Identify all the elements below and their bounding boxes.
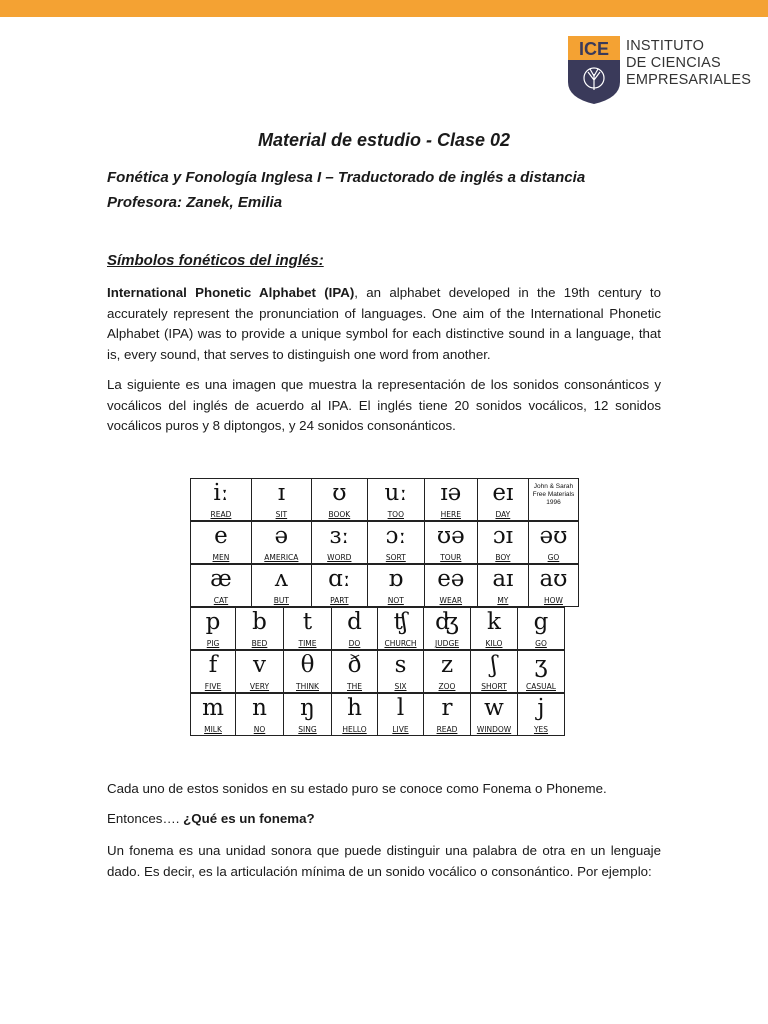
ipa-example-word: READ [210, 510, 232, 519]
ipa-example-word: GO [547, 553, 560, 562]
ipa-example-word: SHORT [481, 682, 507, 691]
ipa-vowel-row [190, 478, 578, 521]
ipa-definition: , an alphabet developed in the 19th century to accurately represent the pronunciation of languages. One aim of the International Phonetic Alphabet (IPA) was to provide a unique symbol for each distinctive sound in a language, that is, every sound, that serves to distinguish one word from another. [107, 285, 661, 362]
ipa-cell [311, 478, 368, 521]
ipa-symbol: z [440, 652, 454, 678]
ipa-cell [367, 521, 425, 564]
ipa-cell [311, 521, 368, 564]
ipa-cell [470, 693, 518, 736]
ipa-symbol: l [396, 695, 405, 721]
ipa-cell [477, 564, 529, 607]
paragraph-phoneme-note: Cada uno de estos sonidos en su estado puro se conoce como Fonema o Phoneme. [107, 781, 607, 796]
ipa-cell [424, 521, 478, 564]
ipa-cell [251, 521, 312, 564]
ipa-symbol: uː [384, 480, 408, 506]
teacher-line: Profesora: Zanek, Emilia [107, 194, 283, 211]
ipa-cell [377, 693, 424, 736]
ipa-symbol: ɔː [385, 523, 407, 549]
ipa-cell [424, 564, 478, 607]
ipa-symbol: j [537, 695, 545, 721]
ipa-cell [251, 478, 312, 521]
ipa-symbol: k [487, 609, 501, 635]
ipa-example-word: TOO [387, 510, 404, 519]
ipa-example-word: TIME [298, 639, 317, 648]
ipa-example-word: HOW [543, 596, 563, 605]
ipa-symbol: ð [347, 652, 362, 678]
ipa-example-word: MEN [212, 553, 230, 562]
ipa-symbol: eə [437, 566, 465, 592]
paragraph-ipa-image-description: La siguiente es una imagen que muestra la representación de los sonidos consonánticos y vocálicos del inglés de acuerdo al IPA. El inglés tiene 20 sonidos vocálicos, 12 sonidos vocálicos puros y 8 diptongos, y 24 sonidos consonánticos. [107, 377, 661, 433]
ice-logo [568, 36, 752, 106]
ipa-chart-image [190, 478, 578, 738]
ipa-cell [235, 650, 284, 693]
ipa-symbol: ʃ [490, 652, 498, 678]
ipa-example-word: KILO [485, 639, 503, 648]
ipa-example-word: NO [253, 725, 266, 734]
ipa-cell [331, 650, 378, 693]
ipa-example-word: AMERICA [264, 553, 299, 562]
paragraph-ipa-intro [107, 283, 661, 365]
ipa-cell [283, 693, 332, 736]
ipa-cell [424, 478, 478, 521]
ipa-cell [190, 521, 252, 564]
ice-logo-letters: ICE [578, 39, 610, 59]
ipa-cell [377, 650, 424, 693]
ipa-cell [190, 478, 252, 521]
ipa-example-word: WINDOW [476, 725, 512, 734]
ipa-example-word: JUDGE [434, 639, 460, 648]
ipa-cell [367, 478, 425, 521]
ipa-symbol: iː [213, 480, 229, 506]
ipa-symbol: ɜː [329, 523, 350, 549]
ipa-cell [423, 650, 471, 693]
ipa-symbol: p [205, 609, 221, 635]
ipa-cell [190, 693, 236, 736]
ipa-credit: John & Sarah Free Materials 1996 [532, 483, 575, 506]
ipa-example-word: BOY [495, 553, 511, 562]
ipa-example-word: READ [436, 725, 458, 734]
ipa-symbol: θ [300, 652, 315, 678]
question-lead: Entonces…. [107, 811, 184, 826]
ipa-example-word: CASUAL [526, 682, 556, 691]
ipa-symbol: ɑː [328, 566, 351, 592]
ipa-cell [283, 607, 332, 650]
paragraph-phoneme-definition: Un fonema es una unidad sonora que puede distinguir una palabra de otra en un lenguaje dado. Es decir, es la articulación mínima de un sonido vocálico o consonántico. Por ejemplo: [107, 843, 661, 879]
ipa-example-word: GO [535, 639, 547, 648]
institute-name-line: INSTITUTO [626, 38, 705, 54]
ipa-symbol: n [252, 695, 267, 721]
ipa-example-word: MILK [204, 725, 222, 734]
ipa-symbol: ʊ [332, 480, 347, 506]
ipa-symbol: ʒ [534, 652, 548, 678]
ipa-cell [470, 607, 518, 650]
ipa-example-word: WEAR [439, 596, 463, 605]
ipa-example-word: HELLO [342, 725, 367, 734]
institute-name-line: DE CIENCIAS [626, 55, 721, 71]
ipa-example-word: TOUR [440, 553, 462, 562]
ipa-example-word: ZOO [438, 682, 456, 691]
ipa-symbol: w [484, 695, 504, 721]
ipa-example-word: THE [347, 682, 362, 691]
ipa-consonant-row [190, 607, 578, 650]
ipa-example-word: PIG [206, 639, 220, 648]
ipa-cell [528, 564, 579, 607]
ipa-symbol: t [302, 609, 313, 635]
ipa-vowel-row [190, 521, 578, 564]
ipa-example-word: YES [533, 725, 549, 734]
ipa-example-word: CHURCH [384, 639, 417, 648]
ipa-symbol: ʧ [393, 609, 408, 635]
ipa-consonant-row [190, 650, 578, 693]
ipa-cell [528, 521, 579, 564]
ipa-symbol: aʊ [539, 566, 568, 592]
ipa-consonant-row [190, 693, 578, 736]
ipa-cell [377, 607, 424, 650]
ipa-cell [423, 607, 471, 650]
ipa-example-word: SIT [275, 510, 288, 519]
ipa-cell [190, 564, 252, 607]
ipa-symbol: æ [210, 566, 232, 592]
ipa-cell [367, 564, 425, 607]
course-subtitle: Fonética y Fonología Inglesa I – Traductorado de inglés a distancia [107, 169, 586, 186]
ipa-example-word: DO [348, 639, 361, 648]
ipa-example-word: SIX [394, 682, 407, 691]
ipa-symbol: f [208, 652, 218, 678]
ipa-cell [235, 693, 284, 736]
ice-shield-icon [568, 36, 620, 104]
ipa-cell [517, 693, 565, 736]
ipa-example-word: VERY [249, 682, 270, 691]
ipa-cell [235, 607, 284, 650]
ipa-credit-cell [528, 478, 579, 521]
ipa-symbol: r [441, 695, 453, 721]
ipa-cell [190, 650, 236, 693]
ipa-symbol: ɒ [388, 566, 404, 592]
ipa-symbol: ʊə [436, 523, 465, 549]
ipa-cell [477, 478, 529, 521]
ipa-symbol: m [202, 695, 224, 721]
ipa-symbol: ɔɪ [492, 523, 513, 549]
ipa-cell [423, 693, 471, 736]
document-title: Material de estudio - Clase 02 [257, 130, 511, 150]
ipa-cell [517, 607, 565, 650]
ipa-example-word: FIVE [204, 682, 222, 691]
ipa-symbol: e [214, 523, 228, 549]
ipa-cell [517, 650, 565, 693]
section-heading: Símbolos fonéticos del inglés: [107, 252, 324, 269]
ipa-cell [477, 521, 529, 564]
ipa-example-word: SING [298, 725, 317, 734]
ipa-example-word: MY [497, 596, 509, 605]
ipa-symbol: v [253, 652, 266, 678]
ipa-symbol: g [533, 609, 549, 635]
ipa-example-word: DAY [495, 510, 511, 519]
ipa-example-word: BED [251, 639, 268, 648]
ipa-cell [331, 693, 378, 736]
ipa-term: International Phonetic Alphabet (IPA) [107, 285, 355, 300]
ipa-symbol: əʊ [539, 523, 568, 549]
ipa-symbol: ŋ [300, 695, 315, 721]
ipa-symbol: ɪə [440, 480, 462, 506]
ipa-symbol: h [347, 695, 362, 721]
ipa-symbol: ə [274, 523, 289, 549]
paragraph-question [107, 811, 315, 826]
ipa-cell [331, 607, 378, 650]
ipa-example-word: NOT [387, 596, 404, 605]
ipa-example-word: THINK [296, 682, 319, 691]
ipa-symbol: ʌ [274, 566, 288, 592]
ipa-cell [311, 564, 368, 607]
question-bold: ¿Qué es un fonema? [183, 811, 315, 826]
ipa-example-word: PART [330, 596, 349, 605]
ipa-example-word: CAT [213, 596, 229, 605]
ipa-symbol: aɪ [492, 566, 514, 592]
ipa-symbol: s [394, 652, 407, 678]
institute-name [626, 38, 751, 89]
ipa-example-word: BOOK [328, 510, 351, 519]
ipa-symbol: ʤ [435, 609, 459, 635]
ipa-example-word: SORT [385, 553, 406, 562]
ipa-example-word: LIVE [392, 725, 409, 734]
ipa-cell [470, 650, 518, 693]
ipa-cell [251, 564, 312, 607]
ipa-symbol: ɪ [277, 480, 286, 506]
ipa-symbol: d [347, 609, 362, 635]
ipa-example-word: HERE [440, 510, 461, 519]
top-accent-bar [0, 0, 768, 17]
institute-name-line: EMPRESARIALES [626, 72, 752, 88]
ipa-vowel-row [190, 564, 578, 607]
ipa-example-word: WORD [327, 553, 352, 562]
ipa-symbol: eɪ [492, 480, 514, 506]
ipa-symbol: b [252, 609, 267, 635]
ipa-cell [283, 650, 332, 693]
ipa-example-word: BUT [273, 596, 289, 605]
ipa-cell [190, 607, 236, 650]
